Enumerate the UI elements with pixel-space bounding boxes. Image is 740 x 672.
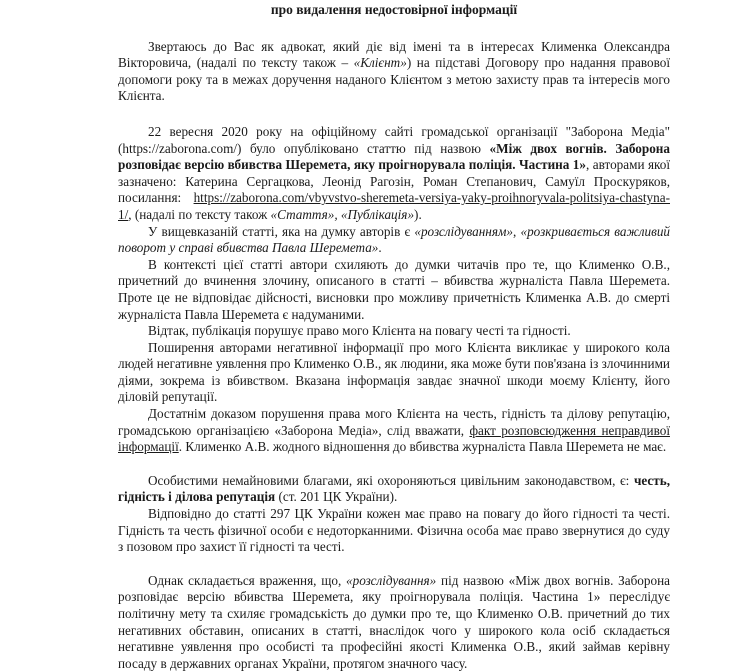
quote-investigation-2: «розслідування» [346,572,437,588]
article-link[interactable]: https://zaborona.com/vbyvstvo-sheremeta-versiya-yaky-proihnoryvala-politsiya-chastyna-1/ [118,190,670,222]
text: Особистими немайновими благами, які охороняються цивільним законодавством, є: [148,472,634,488]
paragraph-political-goal [118,573,670,672]
text: під назвою «Між двох вогнів. Заборона розповідає версію вбивства Шеремета, яку проігнорувала поліція. Частина 1» переслідує політичну мету та схиляє громадськість до думки про те, що Клименко О.В. причетний до тих негативних обставин, описаних в статті, внаслідок чого у широкого кола осіб складається негативне уявлення про особисті та професійні якості Клименка О.В., який займав керівну посаду в державних органах України, протягом значного часу. [118,572,670,671]
article-alias: «Стаття», «Публікація» [270,206,415,222]
text: . [378,240,382,256]
bold-benefits: честь, гідність і ділова репутація [118,472,670,505]
article-title: «Між двох вогнів. Заборона розповідає версію вбивства Шеремета, яку проігнорувала поліція. Частина 1» [118,140,671,173]
text: ). [414,206,422,222]
text: У вищевказаній статті, яка на думку авторів є [148,223,415,239]
paragraph-publication [118,124,670,224]
paragraph-evidence [118,406,670,456]
paragraph-investigation [118,224,670,257]
paragraph-intro [118,39,670,105]
quote-investigation: «розслідуванням» [414,223,513,239]
text: , авторами якої зазначено: Катерина Сергацкова, Леонід Рагозін, Роман Степанович, Самуїл Проскуряков, посилання: [118,157,671,206]
paragraph-context: В контексті цієї статті автори схиляють до думки читачів про те, що Клименко О.В., причетний до вчинення злочину, описаного в статті – вбивства журналіста Павла Шеремета. Проте це не відповідає дійсності, висновки про можливу причетність Клименка А.В. до смерті журналіста Павла Шеремета є надуманими. [118,256,670,322]
paragraph-article-297: Відповідно до статті 297 ЦК України кожен має право на повагу до його гідності та честі. Гідність та честь фізичної особи є недоторканними. Фізична особа має право звернутися до суду з позовом про захист її гідності та честі. [118,506,670,555]
text: ) на підставі Договору про надання правової допомоги року та в межах доручення наданого Клієнтом з метою захисту прав та інтересів мого Клієнта. [118,55,670,104]
underlined-fact: факт розповсюдження неправдивої інформації [118,422,670,455]
text: 22 вересня 2020 року на офіційному сайті громадської організації "Заборона Медіа" (https://zaborona.com/) було опубліковано статтю під назвою [118,123,670,156]
client-alias: «Клієнт» [353,55,407,71]
text: , [513,223,521,239]
text: Однак складається враження, що, [148,572,347,588]
text: (ст. 201 ЦК України). [275,489,398,505]
document-page [0,2,740,671]
text: , (надалі по тексту також [128,206,271,222]
text: Звертаюсь до Вас як адвокат, який діє від імені та в інтересах Клименка Олександра Вікторовича, (надалі по тексту також – [118,38,670,71]
quote-turn: «розкривається важливий поворот у справі вбивства Павла Шеремета» [118,223,671,256]
text: Достатнім доказом порушення права мого Клієнта на честь, гідність та ділову репутацію, громадською організацією «Заборона Медіа», слід вважати, [118,406,670,438]
paragraph-negative-info: Поширення авторами негативної інформації про мого Клієнта викликає у широкого кола людей негативне уявлення про Клименко О.В., як людини, яка може бути пов'язана із злочинними діями, зокрема із вбивством. Вказана інформація завдає значної шкоди моєму Клієнту, його діловій репутації. [118,339,670,405]
document-title: про видалення недостовірної інформації [270,2,518,17]
paragraph-violation: Відтак, публікація порушує право мого Клієнта на повагу честі та гідності. [148,323,571,339]
paragraph-personal-benefits [118,473,670,506]
text: . Клименко А.В. жодного відношення до вбивства журналіста Павла Шеремета не має. [178,439,667,455]
